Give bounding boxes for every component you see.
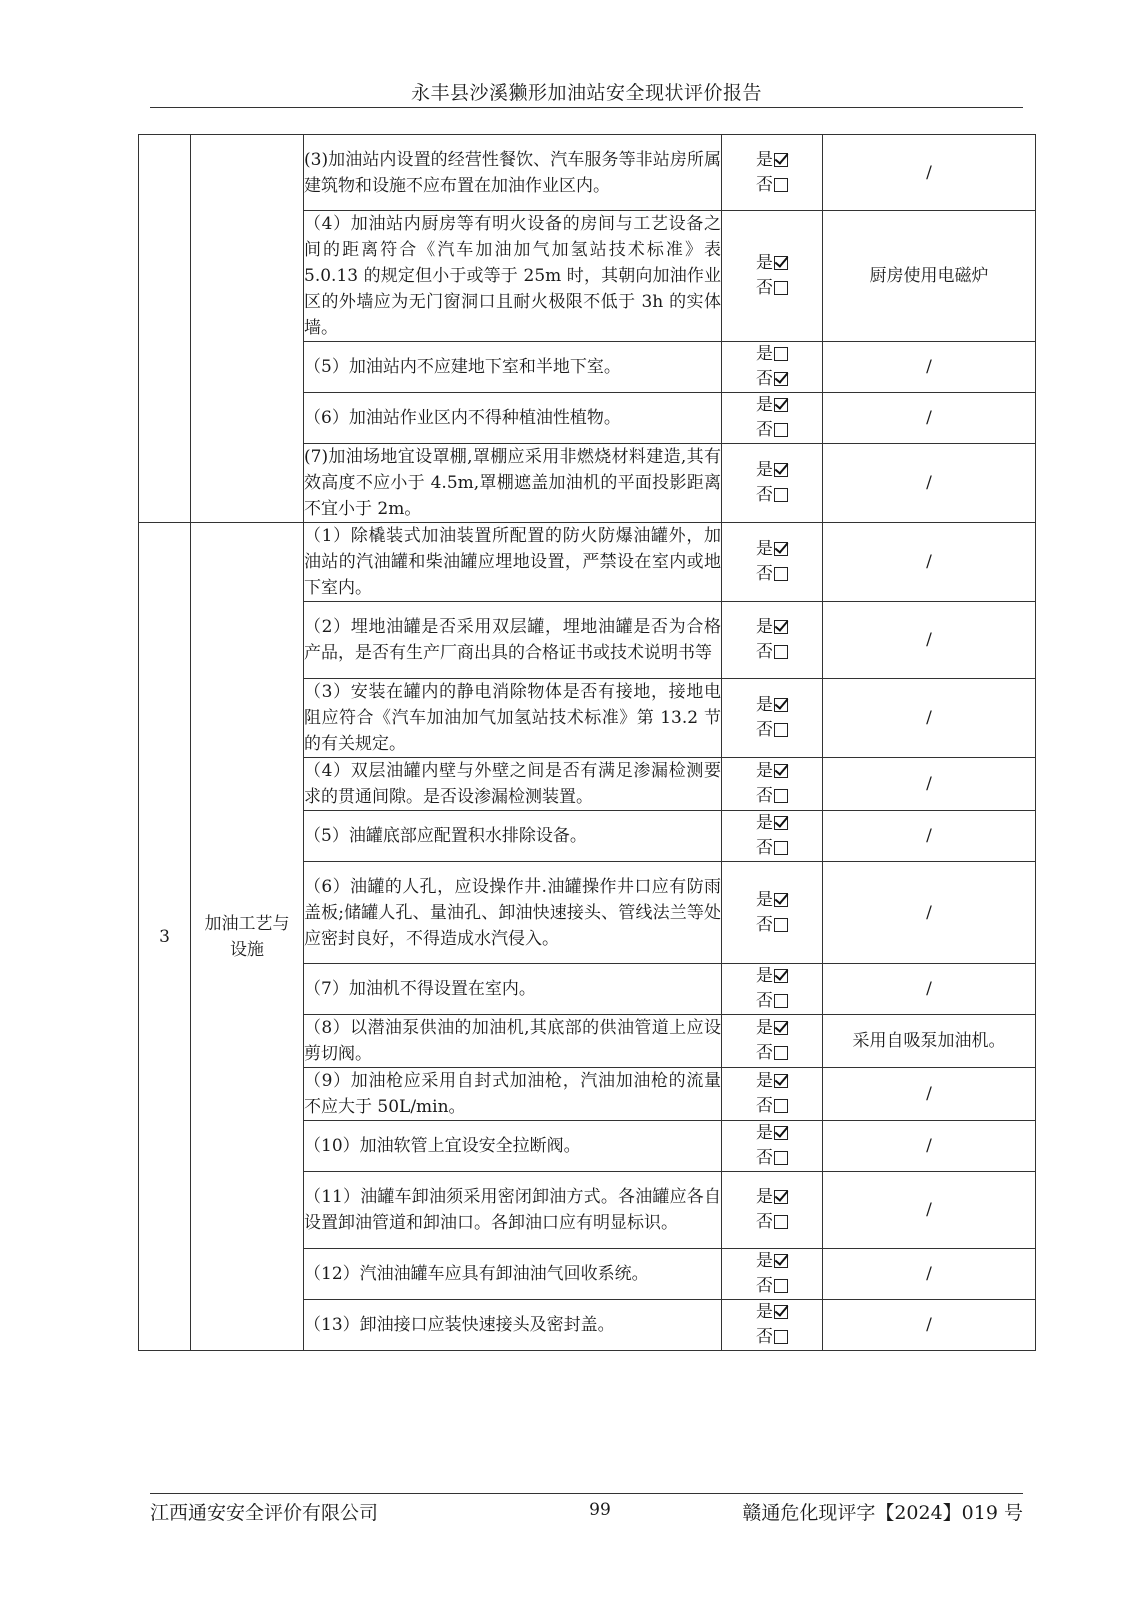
no-label: 否 — [756, 564, 773, 584]
yes-option — [722, 1185, 822, 1210]
yes-checkbox-icon[interactable] — [774, 816, 788, 830]
no-checkbox-icon[interactable] — [774, 645, 788, 659]
section-number — [139, 135, 191, 523]
no-option — [722, 1041, 822, 1066]
no-option — [722, 718, 822, 743]
table-row — [139, 135, 1036, 211]
compliance-check — [722, 393, 823, 444]
requirement-text: （3）安装在罐内的静电消除物体是否有接地，接地电阻应符合《汽车加油加气加氢站技术标准》第 13.2 节的有关规定。 — [304, 679, 722, 758]
yes-label: 是 — [756, 617, 773, 637]
table-row — [139, 523, 1036, 602]
requirement-text: (7)加油场地宜设罩棚,罩棚应采用非燃烧材料建造,其有效高度不应小于 4.5m,罩棚遮盖加油机的平面投影距离不宜小于 2m。 — [304, 444, 722, 523]
remark: 采用自吸泵加油机。 — [823, 1015, 1036, 1068]
no-option — [722, 173, 822, 198]
no-checkbox-icon[interactable] — [774, 1330, 788, 1344]
yes-label: 是 — [756, 695, 773, 715]
no-option — [722, 276, 822, 301]
safety-checklist-table — [138, 134, 1036, 1351]
remark: / — [823, 758, 1036, 811]
yes-checkbox-icon[interactable] — [774, 1305, 788, 1319]
no-checkbox-icon[interactable] — [774, 488, 788, 502]
remark: / — [823, 1300, 1036, 1351]
compliance-check — [722, 862, 823, 964]
yes-checkbox-icon[interactable] — [774, 347, 788, 361]
requirement-text: （4）加油站内厨房等有明火设备的房间与工艺设备之间的距离符合《汽车加油加气加氢站技术标准》表 5.0.13 的规定但小于或等于 25m 时，其朝向加油作业区的外墙应为无门窗洞口且耐火极限不低于 3h 的实体墙。 — [304, 211, 722, 342]
yes-option — [722, 1121, 822, 1146]
yes-option — [722, 1016, 822, 1041]
section-number: 3 — [139, 523, 191, 1351]
no-option — [722, 1146, 822, 1171]
no-option — [722, 913, 822, 938]
no-checkbox-icon[interactable] — [774, 1215, 788, 1229]
yes-label: 是 — [756, 889, 773, 910]
yes-checkbox-icon[interactable] — [774, 698, 788, 712]
no-label: 否 — [756, 1327, 773, 1347]
yes-label: 是 — [756, 1251, 773, 1271]
yes-option — [722, 964, 822, 989]
yes-option — [722, 1300, 822, 1325]
requirement-text: （7）加油机不得设置在室内。 — [304, 964, 722, 1015]
no-label: 否 — [756, 1096, 773, 1116]
yes-checkbox-icon[interactable] — [774, 969, 788, 983]
compliance-check — [722, 1249, 823, 1300]
remark: / — [823, 393, 1036, 444]
page-number: 99 — [589, 1500, 611, 1520]
compliance-check — [722, 1068, 823, 1121]
remark: / — [823, 444, 1036, 523]
requirement-text: （1）除橇装式加油装置所配置的防火防爆油罐外，加油站的汽油罐和柴油罐应埋地设置，严禁设在室内或地下室内。 — [304, 523, 722, 602]
no-label: 否 — [756, 786, 773, 806]
yes-checkbox-icon[interactable] — [774, 1190, 788, 1204]
compliance-check — [722, 758, 823, 811]
yes-checkbox-icon[interactable] — [774, 1254, 788, 1268]
no-checkbox-icon[interactable] — [774, 841, 788, 855]
yes-checkbox-icon[interactable] — [774, 620, 788, 634]
no-checkbox-icon[interactable] — [774, 789, 788, 803]
yes-label: 是 — [756, 149, 773, 170]
yes-option — [722, 1249, 822, 1274]
no-label: 否 — [756, 369, 773, 389]
remark: / — [823, 1249, 1036, 1300]
compliance-check — [722, 135, 823, 211]
compliance-check — [722, 602, 823, 679]
yes-label: 是 — [756, 460, 773, 480]
yes-label: 是 — [756, 761, 773, 781]
remark: / — [823, 1172, 1036, 1249]
no-checkbox-icon[interactable] — [774, 1151, 788, 1165]
no-checkbox-icon[interactable] — [774, 372, 788, 386]
section-item: 加油工艺与设施 — [191, 523, 304, 1351]
yes-option — [722, 1069, 822, 1094]
yes-checkbox-icon[interactable] — [774, 256, 788, 270]
compliance-check — [722, 342, 823, 393]
no-checkbox-icon[interactable] — [774, 723, 788, 737]
yes-option — [722, 537, 822, 562]
no-checkbox-icon[interactable] — [774, 918, 788, 932]
checklist-body — [139, 135, 1036, 1351]
yes-option — [722, 458, 822, 483]
yes-checkbox-icon[interactable] — [774, 1126, 788, 1140]
header-divider — [150, 107, 1023, 108]
yes-label: 是 — [756, 1071, 773, 1091]
yes-option — [722, 342, 822, 367]
remark: / — [823, 1068, 1036, 1121]
yes-option — [722, 615, 822, 640]
remark: / — [823, 602, 1036, 679]
compliance-check — [722, 523, 823, 602]
remark: / — [823, 862, 1036, 964]
yes-checkbox-icon[interactable] — [774, 463, 788, 477]
requirement-text: （5）油罐底部应配置积水排除设备。 — [304, 811, 722, 862]
yes-option — [722, 148, 822, 173]
no-checkbox-icon[interactable] — [774, 1099, 788, 1113]
compliance-check — [722, 444, 823, 523]
yes-label: 是 — [756, 1302, 773, 1322]
requirement-text: （6）油罐的人孔，应设操作井.油罐操作井口应有防雨盖板;储罐人孔、量油孔、卸油快速接头、管线法兰等处应密封良好，不得造成水汽侵入。 — [304, 862, 722, 964]
footer-company: 江西通安安全评价有限公司 — [150, 1502, 379, 1524]
no-label: 否 — [756, 1276, 773, 1296]
compliance-check — [722, 679, 823, 758]
yes-checkbox-icon[interactable] — [774, 398, 788, 412]
no-option — [722, 367, 822, 392]
no-option — [722, 418, 822, 443]
no-option — [722, 1094, 822, 1119]
no-option — [722, 784, 822, 809]
no-option — [722, 640, 822, 665]
no-option — [722, 483, 822, 508]
yes-label: 是 — [756, 1187, 773, 1207]
yes-option — [722, 811, 822, 836]
compliance-check — [722, 964, 823, 1015]
yes-label: 是 — [756, 966, 773, 986]
requirement-text: （9）加油枪应采用自封式加油枪，汽油加油枪的流量不应大于 50L/min。 — [304, 1068, 722, 1121]
yes-label: 是 — [756, 813, 773, 833]
no-option — [722, 562, 822, 587]
remark: / — [823, 1121, 1036, 1172]
no-label: 否 — [756, 485, 773, 505]
yes-label: 是 — [756, 1123, 773, 1143]
yes-checkbox-icon[interactable] — [774, 1021, 788, 1035]
yes-option — [722, 759, 822, 784]
requirement-text: (3)加油站内设置的经营性餐饮、汽车服务等非站房所属建筑物和设施不应布置在加油作业区内。 — [304, 135, 722, 211]
yes-checkbox-icon[interactable] — [774, 1074, 788, 1088]
compliance-check — [722, 1172, 823, 1249]
no-option — [722, 989, 822, 1014]
requirement-text: （2）埋地油罐是否采用双层罐，埋地油罐是否为合格产品，是否有生产厂商出具的合格证书或技术说明书等 — [304, 602, 722, 679]
no-option — [722, 1325, 822, 1350]
section-item — [191, 135, 304, 523]
remark: / — [823, 811, 1036, 862]
footer-divider — [150, 1493, 1023, 1494]
compliance-check — [722, 811, 823, 862]
report-number: 赣通危化现评字【2024】019 号 — [742, 1502, 1023, 1524]
remark: / — [823, 523, 1036, 602]
no-checkbox-icon[interactable] — [774, 1279, 788, 1293]
no-label: 否 — [756, 174, 773, 195]
remark: / — [823, 679, 1036, 758]
yes-checkbox-icon[interactable] — [774, 764, 788, 778]
yes-checkbox-icon[interactable] — [774, 542, 788, 556]
no-label: 否 — [756, 1212, 773, 1232]
no-label: 否 — [756, 838, 773, 858]
no-checkbox-icon[interactable] — [774, 281, 788, 295]
requirement-text: （10）加油软管上宜设安全拉断阀。 — [304, 1121, 722, 1172]
compliance-check — [722, 1015, 823, 1068]
yes-option — [722, 251, 822, 276]
requirement-text: （6）加油站作业区内不得种植油性植物。 — [304, 393, 722, 444]
page-header-title: 永丰县沙溪獭形加油站安全现状评价报告 — [410, 82, 762, 104]
yes-option — [722, 393, 822, 418]
yes-label: 是 — [756, 395, 773, 415]
yes-label: 是 — [756, 253, 773, 273]
remark: / — [823, 964, 1036, 1015]
remark: / — [823, 342, 1036, 393]
yes-label: 是 — [756, 1018, 773, 1038]
no-option — [722, 1274, 822, 1299]
remark: 厨房使用电磁炉 — [823, 211, 1036, 342]
yes-label: 是 — [756, 539, 773, 559]
compliance-check — [722, 211, 823, 342]
no-checkbox-icon[interactable] — [774, 567, 788, 581]
no-option — [722, 836, 822, 861]
no-checkbox-icon[interactable] — [774, 1046, 788, 1060]
no-checkbox-icon[interactable] — [774, 178, 788, 192]
no-label: 否 — [756, 720, 773, 740]
no-label: 否 — [756, 1043, 773, 1063]
remark: / — [823, 135, 1036, 211]
no-label: 否 — [756, 914, 773, 935]
no-checkbox-icon[interactable] — [774, 423, 788, 437]
no-option — [722, 1210, 822, 1235]
no-label: 否 — [756, 991, 773, 1011]
yes-label: 是 — [756, 344, 773, 364]
compliance-check — [722, 1300, 823, 1351]
no-label: 否 — [756, 278, 773, 298]
requirement-text: （12）汽油油罐车应具有卸油油气回收系统。 — [304, 1249, 722, 1300]
no-label: 否 — [756, 1148, 773, 1168]
requirement-text: （11）油罐车卸油须采用密闭卸油方式。各油罐应各自设置卸油管道和卸油口。各卸油口应有明显标识。 — [304, 1172, 722, 1249]
yes-checkbox-icon[interactable] — [774, 153, 788, 167]
no-checkbox-icon[interactable] — [774, 994, 788, 1008]
requirement-text: （13）卸油接口应装快速接头及密封盖。 — [304, 1300, 722, 1351]
no-label: 否 — [756, 420, 773, 440]
no-label: 否 — [756, 642, 773, 662]
compliance-check — [722, 1121, 823, 1172]
yes-checkbox-icon[interactable] — [774, 893, 788, 907]
yes-option — [722, 693, 822, 718]
requirement-text: （4）双层油罐内壁与外壁之间是否有满足渗漏检测要求的贯通间隙。是否设渗漏检测装置。 — [304, 758, 722, 811]
yes-option — [722, 888, 822, 913]
requirement-text: （8）以潜油泵供油的加油机,其底部的供油管道上应设剪切阀。 — [304, 1015, 722, 1068]
requirement-text: （5）加油站内不应建地下室和半地下室。 — [304, 342, 722, 393]
